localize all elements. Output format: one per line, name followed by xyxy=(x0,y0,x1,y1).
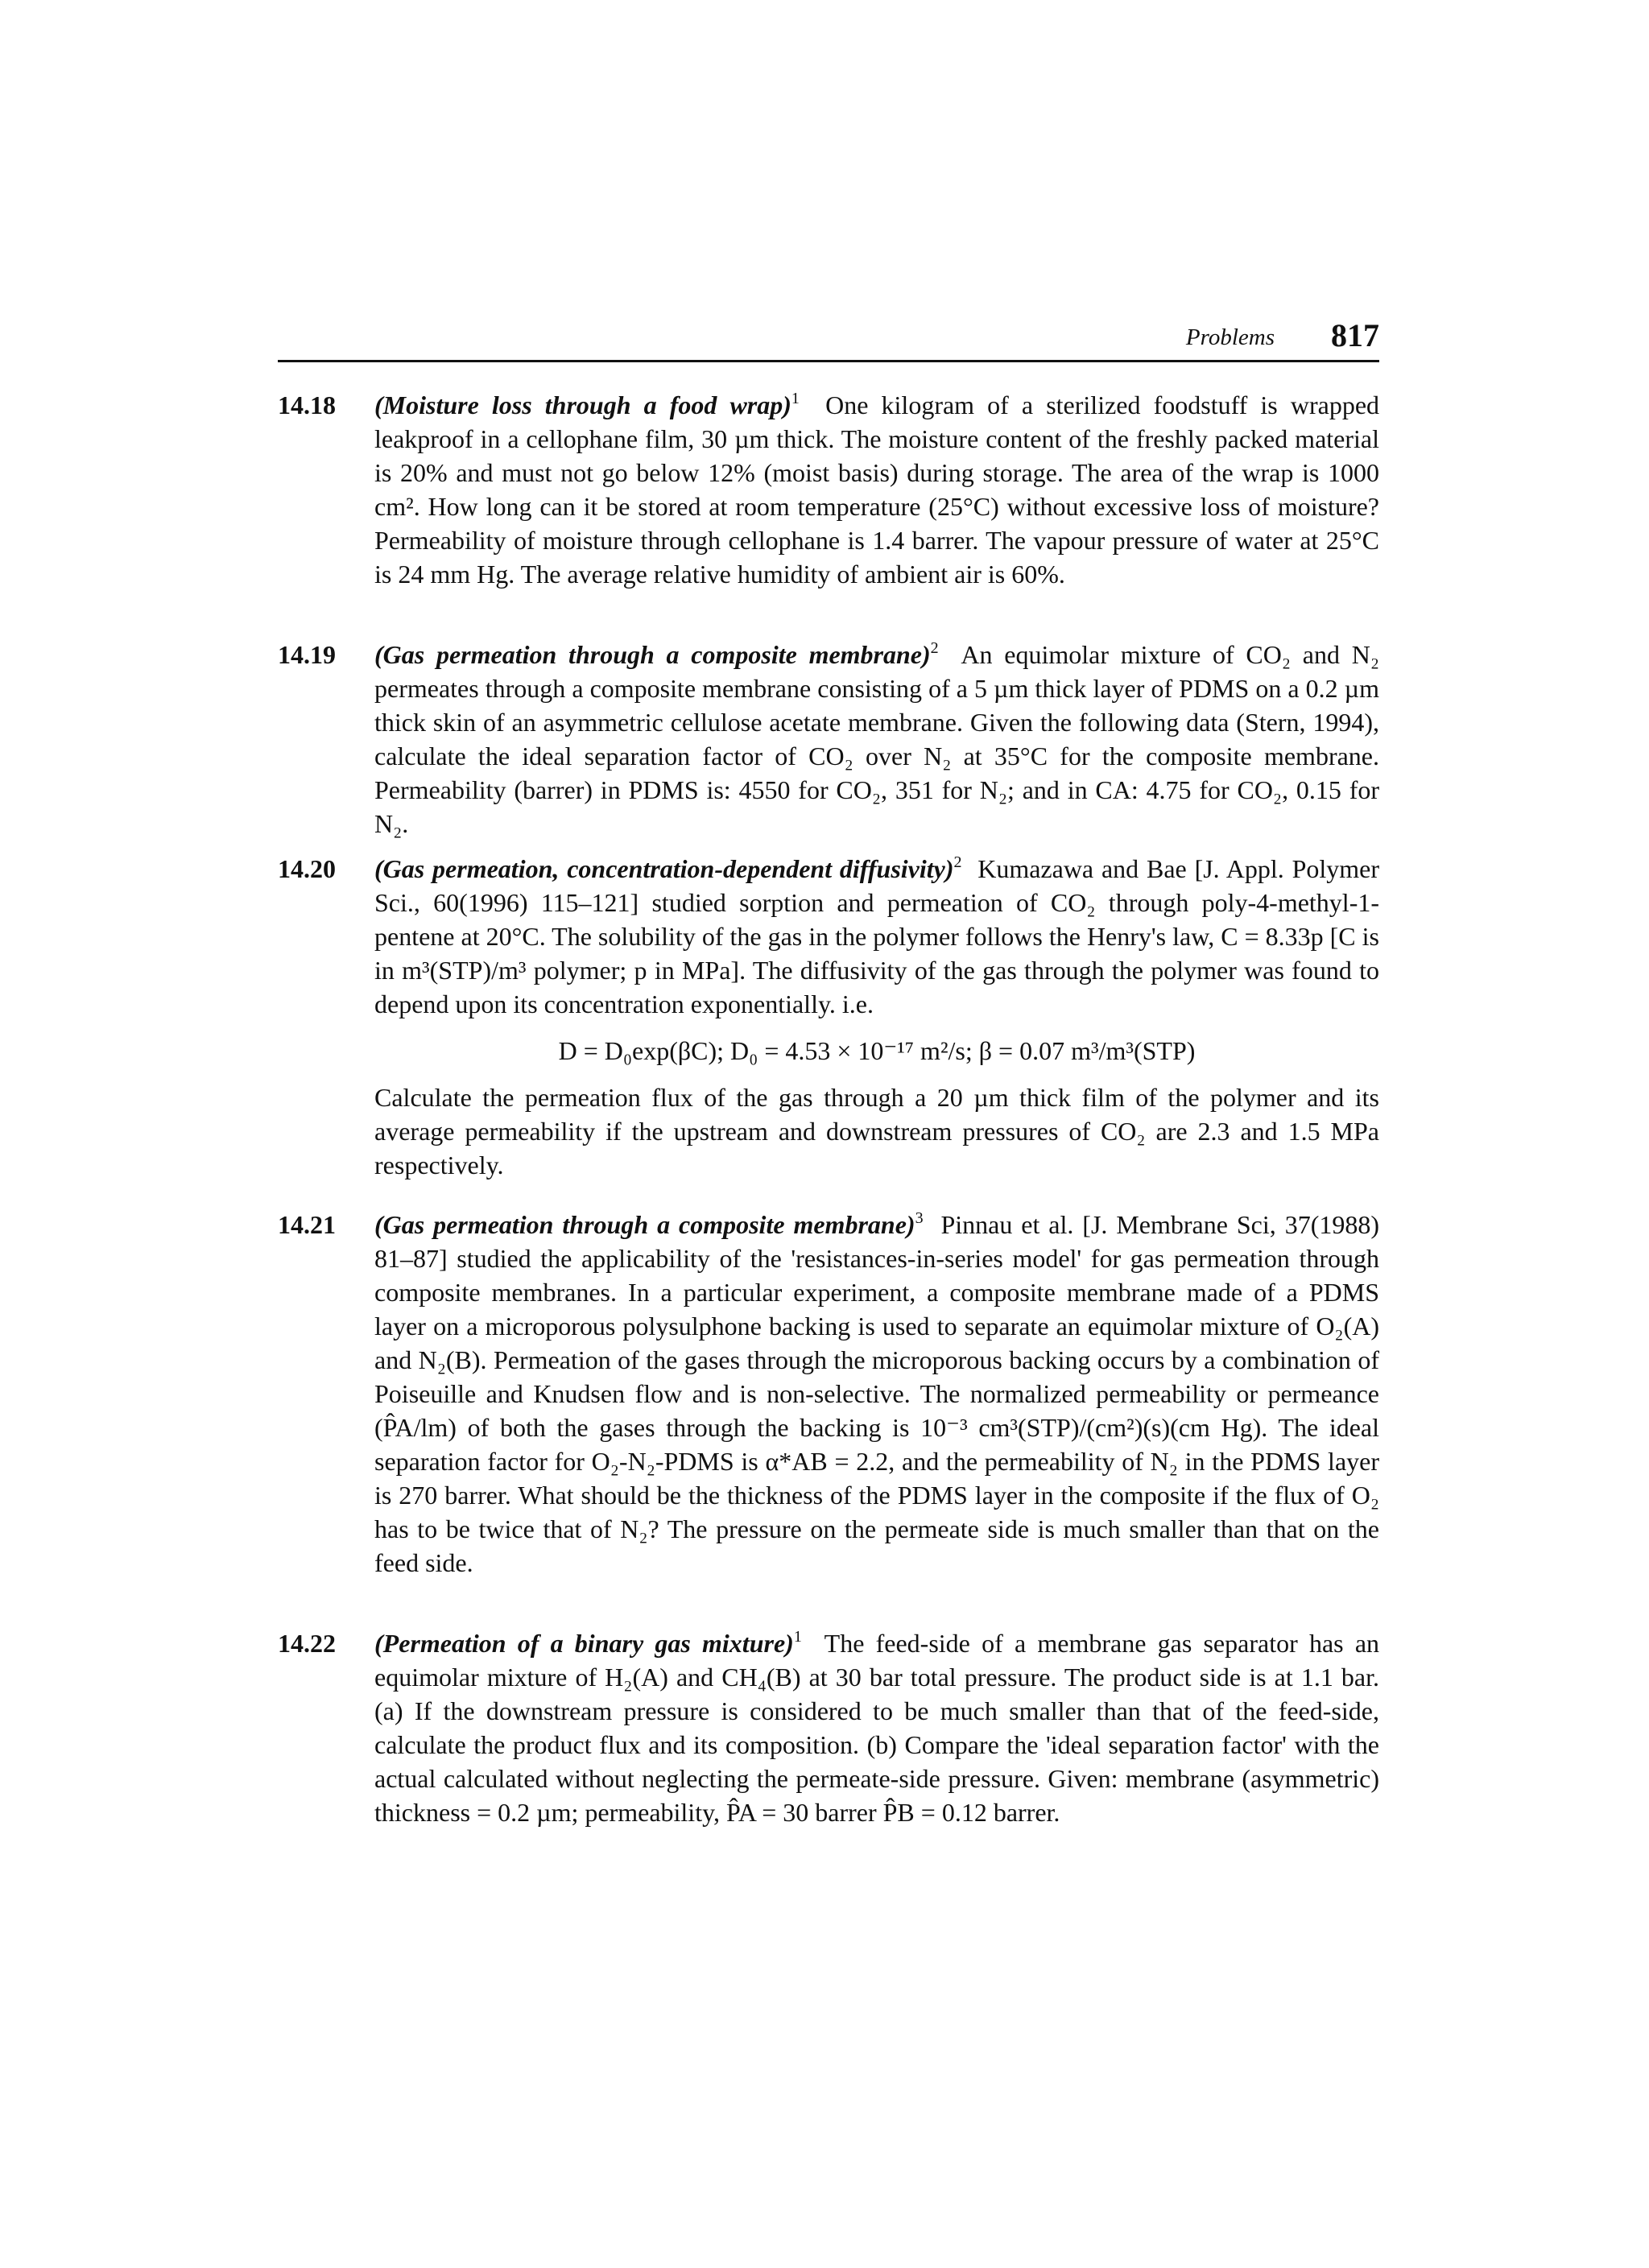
problem-title: (Gas permeation through a composite membrane) xyxy=(374,640,931,669)
problem-title: (Moisture loss through a food wrap) xyxy=(374,390,791,419)
problem-number: 14.20 xyxy=(278,854,336,883)
problem-14-19 xyxy=(278,638,1379,841)
problem-title: (Gas permeation, concentration-dependent diffusivity) xyxy=(374,854,954,883)
problem-text xyxy=(374,852,1379,1021)
problem-14-20 xyxy=(278,852,1379,1182)
page-number: 817 xyxy=(1331,317,1379,353)
diffusivity-equation: D = D₀exp(βC); D₀ = 4.53 × 10⁻¹⁷ m²/s; β = 0.07 m³/m³(STP) xyxy=(558,1036,1196,1065)
page-header xyxy=(278,318,1379,362)
problem-body: Kumazawa and Bae [J. Appl. Polymer Sci., 60(1996) 115–121] studied sorption and permeation of CO₂ through poly-4-methyl-1-pentene at 20°C. The solubility of the gas in the polymer follows the Henry's law, C = 8.33p [C is in m³(STP)/m³ polymer; p in MPa]. The diffusivity of the gas through the polymer was found to depend upon its concentration exponentially. i.e. xyxy=(374,854,1380,1018)
problem-ref: 2 xyxy=(930,639,939,657)
problem-text xyxy=(374,388,1379,591)
problem-title: (Gas permeation through a composite membrane) xyxy=(374,1210,915,1239)
problem-ref: 1 xyxy=(791,390,800,407)
problem-body: Pinnau et al. [J. Membrane Sci, 37(1988) 81–87] studied the applicability of the 'resistances-in-series model' for gas permeation through composite membranes. In a particular experiment, a composite membrane made of a PDMS layer on a microporous polysulphone backing is used to separate an equimolar mixture of O₂(A) and N₂(B). Permeation of the gases through the microporous backing occurs by a combination of Poiseuille and Knudsen flow and is non-selective. The normalized permeability or permeance (P̂A/lm) of both the gases through the backing is 10⁻³ cm³(STP)/(cm²)(s)(cm Hg). The ideal separation factor for O₂-N₂-PDMS is α*AB = 2.2, and the permeability of N₂ in the PDMS layer is 270 barrer. What should be the thickness of the PDMS layer in the composite if the flux of O₂ has to be twice that of N₂? The pressure on the permeate side is much smaller than that on the feed side. xyxy=(374,1210,1380,1577)
problem-number: 14.21 xyxy=(278,1210,336,1239)
problem-14-22 xyxy=(278,1626,1379,1829)
problem-title: (Permeation of a binary gas mixture) xyxy=(374,1629,794,1658)
problem-body: One kilogram of a sterilized foodstuff is wrapped leakproof in a cellophane film, 30 µm thick. The moisture content of the freshly packed material is 20% and must not go below 12% (moist basis) during storage. The area of the wrap is 1000 cm². How long can it be stored at room temperature (25°C) without excessive loss of moisture? Permeability of moisture through cellophane is 1.4 barrer. The vapour pressure of water at 25°C is 24 mm Hg. The average relative humidity of ambient air is 60%. xyxy=(374,390,1380,589)
problem-number: 14.18 xyxy=(278,390,336,419)
problem-14-18 xyxy=(278,388,1379,591)
problem-ref: 3 xyxy=(915,1209,924,1227)
problem-number: 14.19 xyxy=(278,640,336,669)
problem-ref: 2 xyxy=(953,853,962,871)
problem-text xyxy=(374,1208,1379,1580)
problem-text xyxy=(374,1626,1379,1829)
problem-14-21 xyxy=(278,1208,1379,1580)
problem-ref: 1 xyxy=(793,1628,802,1646)
problem-number: 14.22 xyxy=(278,1629,336,1658)
problem-text xyxy=(374,638,1379,841)
section-title: Problems xyxy=(1185,324,1275,350)
problem-body-continued: Calculate the permeation flux of the gas through a 20 µm thick film of the polymer and its average permeability if the upstream and downstream pressures of CO₂ are 2.3 and 1.5 MPa respectively. xyxy=(374,1083,1379,1179)
problem-body: An equimolar mixture of CO₂ and N₂ permeates through a composite membrane consisting of a 5 µm thick layer of PDMS on a 0.2 µm thick skin of an asymmetric cellulose acetate membrane. Given the following data (Stern, 1994), calculate the ideal separation factor of CO₂ over N₂ at 35°C for the composite membrane. Permeability (barrer) in PDMS is: 4550 for CO₂, 351 for N₂; and in CA: 4.75 for CO₂, 0.15 for N₂. xyxy=(374,640,1379,838)
problem-body: The feed-side of a membrane gas separator has an equimolar mixture of H₂(A) and CH₄(B) at 30 bar total pressure. The product side is at 1.1 bar. (a) If the downstream pressure is considered to be much smaller than that of the feed-side, calculate the product flux and its composition. (b) Compare the 'ideal separation factor' with the actual calculated without neglecting the permeate-side pressure. Given: membrane (asymmetric) thickness = 0.2 µm; permeability, P̂A = 30 barrer P̂B = 0.12 barrer. xyxy=(374,1629,1380,1827)
